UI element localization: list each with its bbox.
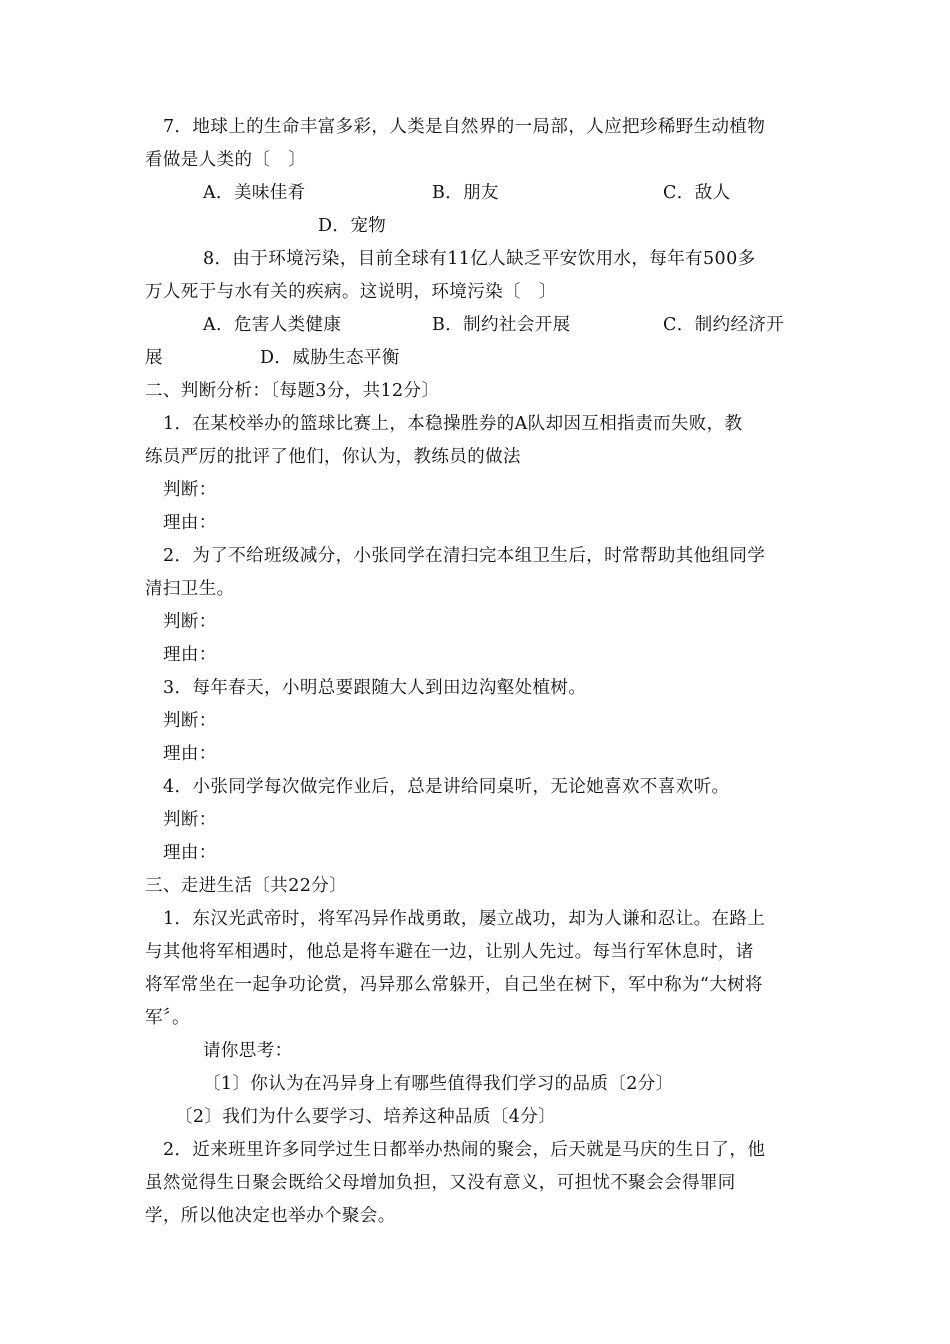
q8-option-c: C．制约经济开 <box>663 315 785 335</box>
s2-item4-judge-label: 判断： <box>163 810 217 830</box>
q7-option-a: A．美味佳肴 <box>203 183 306 203</box>
q7-stem-line-2: 看做是人类的〔 〕 <box>145 150 307 170</box>
s3-sub-question-1: 〔1〕你认为在冯异身上有哪些值得我们学习的品质〔2分〕 <box>203 1074 674 1094</box>
s2-item1-reason-label: 理由： <box>163 513 217 533</box>
s2-item4-reason-label: 理由： <box>163 843 217 863</box>
s3-q2-line-2: 虽然觉得生日聚会既给父母增加负担，又没有意义，可担忧不聚会会得罪同 <box>145 1173 736 1193</box>
s2-item2-judge-label: 判断： <box>163 612 217 632</box>
q7-option-c: C．敌人 <box>663 183 731 203</box>
s2-item3-line-1: 3．每年春天，小明总要跟随大人到田边沟壑处植树。 <box>163 678 587 698</box>
q7-stem-line-1: 7．地球上的生命丰富多彩，人类是自然界的一局部，人应把珍稀野生动植物 <box>163 117 766 137</box>
s2-item1-line-1: 1．在某校举办的篮球比赛上，本稳操胜券的A队却因互相指责而失败，教 <box>163 414 743 434</box>
s3-q1-line-1: 1．东汉光武帝时，将军冯异作战勇敢，屡立战功，却为人谦和忍让。在路上 <box>163 909 766 929</box>
s2-item3-judge-label: 判断： <box>163 711 217 731</box>
s3-q1-line-2: 与其他将军相遇时，他总是将车避在一边，让别人先过。每当行军休息时，诸 <box>145 942 754 962</box>
s3-q2-line-1: 2．近来班里许多同学过生日都举办热闹的聚会，后天就是马庆的生日了，他 <box>163 1140 766 1160</box>
s3-q2-line-3: 学，所以他决定也举办个聚会。 <box>145 1206 396 1226</box>
q8-stem-line-2: 万人死于与水有关的疾病。这说明，环境污染〔 〕 <box>145 282 557 302</box>
s2-item3-reason-label: 理由： <box>163 744 217 764</box>
q8-option-b: B．制约社会开展 <box>432 315 571 335</box>
q8-option-c-continued: 展 <box>145 348 163 368</box>
s2-item2-line-1: 2．为了不给班级减分，小张同学在清扫完本组卫生后，时常帮助其他组同学 <box>163 546 766 566</box>
q8-option-d: D．威胁生态平衡 <box>260 348 400 368</box>
q7-option-b: B．朋友 <box>432 183 499 203</box>
section2-heading: 二、判断分析：〔每题3分，共12分〕 <box>145 381 440 401</box>
s3-q1-line-4: 军〞。 <box>145 1008 190 1028</box>
s2-item4-line-1: 4．小张同学每次做完作业后，总是讲给同桌听，无论她喜欢不喜欢听。 <box>163 777 730 797</box>
s2-item2-line-2: 清扫卫生。 <box>145 579 235 599</box>
s3-think-label: 请你思考： <box>203 1041 293 1061</box>
q7-option-d: D．宠物 <box>318 216 387 236</box>
s2-item1-line-2: 练员严厉的批评了他们，你认为，教练员的做法 <box>145 447 521 467</box>
s2-item2-reason-label: 理由： <box>163 645 217 665</box>
s3-q1-line-3: 将军常坐在一起争功论赏，冯异那么常躲开，自己坐在树下，军中称为“大树将 <box>145 975 763 995</box>
q8-stem-line-1: 8．由于环境污染，目前全球有11亿人缺乏平安饮用水，每年有500多 <box>203 249 756 269</box>
s2-item1-judge-label: 判断： <box>163 480 217 500</box>
q8-option-a: A．危害人类健康 <box>203 315 342 335</box>
s3-sub-question-2: 〔2〕我们为什么要学习、培养这种品质〔4分〕 <box>175 1107 557 1127</box>
section3-heading: 三、走进生活〔共22分〕 <box>145 876 348 896</box>
